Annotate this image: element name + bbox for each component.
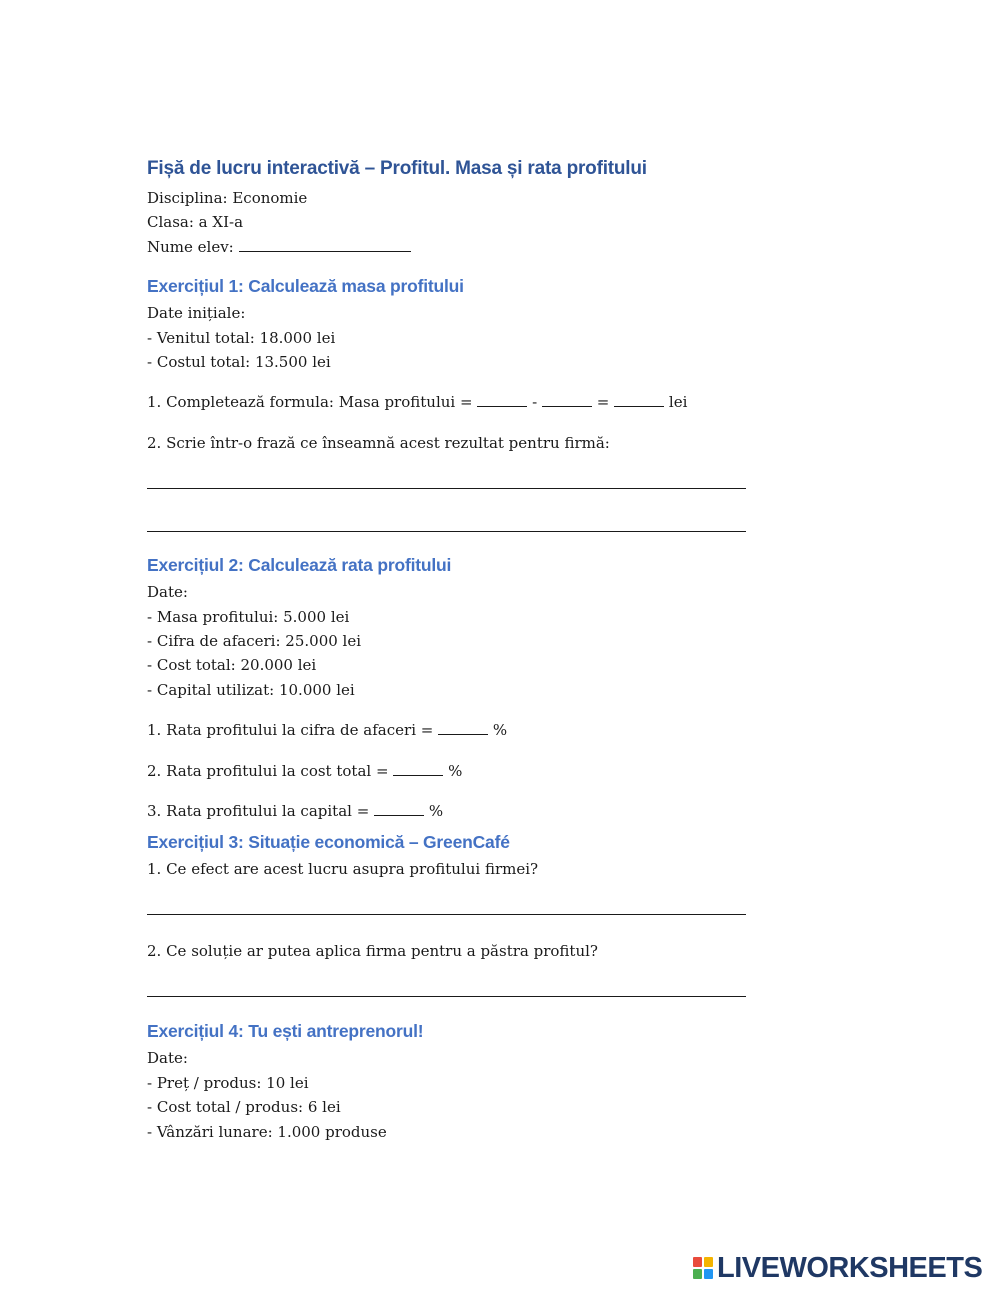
minus-sign: - [532,393,538,412]
exercise-2-question-1 [147,718,767,742]
exercise-1-data-item: - Venitul total: 18.000 lei [147,328,336,347]
logo-mark-square [693,1257,702,1267]
percent-sign: % [492,721,508,740]
exercise-2-data-item: - Cost total: 20.000 lei [147,656,317,675]
profit-mass-input[interactable] [614,391,664,407]
rate-cost-input[interactable] [393,760,443,776]
exercise-2-question-3 [147,799,767,823]
exercise-2-q2-text: 2. Rata profitului la cost total = [147,761,389,780]
exercise-2-data-item: - Masa profitului: 5.000 lei [147,607,350,626]
exercise-1-heading: Exercițiul 1: Calculează masa profitului [147,276,464,297]
page-title: Fișă de lucru interactivă – Profitul. Masa și rata profitului [147,158,647,179]
percent-sign: % [428,802,444,821]
logo-mark-square [693,1269,702,1279]
logo-mark-square [704,1257,713,1267]
exercise-4-data-item: - Preț / produs: 10 lei [147,1073,309,1092]
exercise-3-heading: Exercițiul 3: Situație economică – GreenCafé [147,831,510,852]
exercise-3-question-2: 2. Ce soluție ar putea aplica firma pentru a păstra profitul? [147,941,598,960]
logo-text: LIVEWORKSHEETS [717,1251,983,1284]
exercise-2-heading: Exercițiul 2: Calculează rata profitului [147,555,452,576]
equals-sign: = [596,393,610,412]
exercise-3-question-1: 1. Ce efect are acest lucru asupra profitului firmei? [147,859,539,878]
exercise-4-data-label: Date: [147,1049,188,1068]
unit-lei: lei [668,393,688,412]
exercise-4-heading: Exercițiul 4: Tu ești antreprenorul! [147,1021,424,1042]
exercise-1-data-item: - Costul total: 13.500 lei [147,353,331,372]
exercise-1-question-2: 2. Scrie într-o frază ce înseamnă acest rezultat pentru firmă: [147,433,610,452]
exercise-2-q1-text: 1. Rata profitului la cifra de afaceri = [147,721,434,740]
discipline-text: Disciplina: Economie [147,189,308,207]
student-name-label: Nume elev: [147,237,234,256]
logo-mark-square [704,1269,713,1279]
student-name-input[interactable] [239,236,411,252]
exercise-1-q1-text: 1. Completează formula: Masa profitului = [147,393,473,412]
class-text: Clasa: a XI-a [147,213,244,232]
exercise-1-question-1 [147,390,767,414]
cost-input[interactable] [542,391,592,407]
exercise-4-data-item: - Vânzări lunare: 1.000 produse [147,1122,387,1141]
revenue-input[interactable] [477,391,527,407]
rate-capital-input[interactable] [374,800,424,816]
percent-sign: % [448,761,463,780]
exercise-1-data-label: Date inițiale: [147,304,246,323]
exercise-2-question-2 [147,759,767,783]
exercise-2-data-item: - Capital utilizat: 10.000 lei [147,680,355,699]
liveworksheets-logo-mark [693,1257,713,1279]
worksheet [147,158,767,1144]
exercise-2-data-label: Date: [147,583,188,602]
exercise-2-data-item: - Cifra de afaceri: 25.000 lei [147,632,362,651]
rate-revenue-input[interactable] [438,719,488,735]
exercise-4-data-item: - Cost total / produs: 6 lei [147,1098,341,1117]
student-name-row [147,235,767,259]
exercise-2-q3-text: 3. Rata profitului la capital = [147,802,370,821]
liveworksheets-logo [693,1251,982,1285]
